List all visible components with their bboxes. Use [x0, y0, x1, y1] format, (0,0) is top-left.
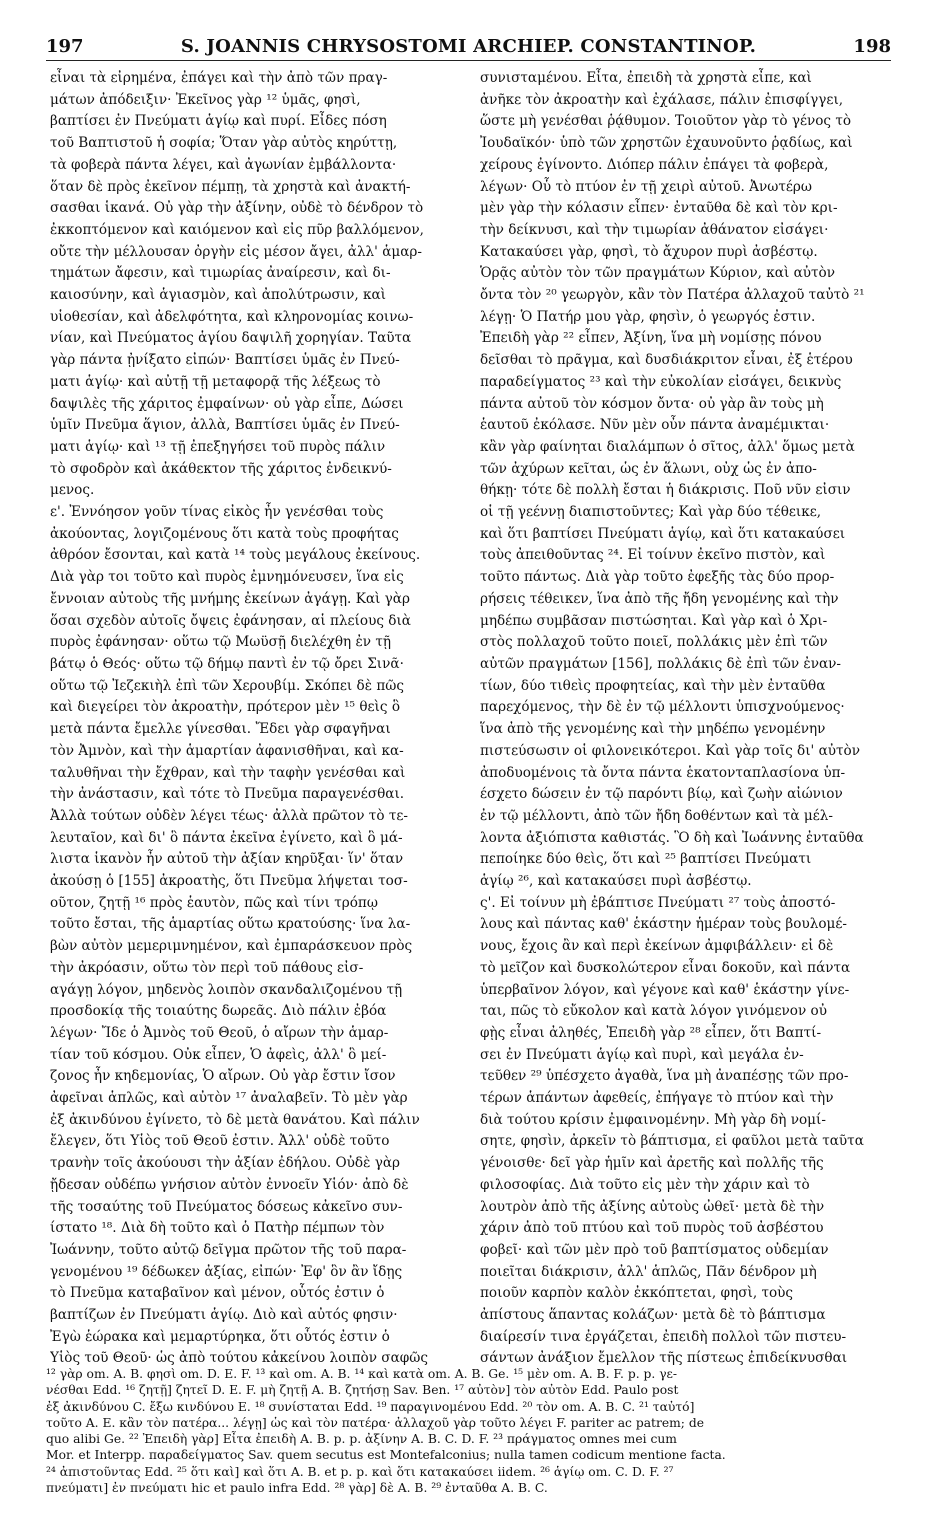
- header-rule: [46, 60, 891, 61]
- text-line: ὑπερβαῖνον λόγον, καὶ γέγονε καὶ καθ' ἑκάστην γίνε-: [480, 981, 850, 998]
- text-line: τεῦθεν ²⁹ ὑπέσχετο ἀγαθὰ, ἵνα μὴ ἀναπέσῃς τῶν προ-: [480, 1068, 849, 1085]
- text-line: Ὁρᾷς αὐτὸν τὸν τῶν πραγμάτων Κύριον, καὶ αὐτὸν: [480, 265, 836, 282]
- text-line: ματι ἁγίῳ· καὶ ¹³ τῇ ἐπεξηγήσει τοῦ πυρὸς πάλιν: [50, 438, 386, 455]
- footnote-line: τοῦτο A. E. κἂν τὸν πατέρα... λέγῃ] ὡς καὶ τὸν πατέρα· ἀλλαχοῦ γὰρ τοῦτο λέγει F. pariter ac patrem; de: [46, 1415, 704, 1430]
- text-line: Κατακαύσει γὰρ, φησὶ, τὸ ἄχυρον πυρὶ ἀσβέστῳ.: [480, 243, 818, 260]
- text-line: λέγῃ· Ὁ Πατήρ μου γὰρ, φησὶν, ὁ γεωργός ἐστιν.: [480, 308, 816, 325]
- text-line: τοῦτο ἔσται, τῆς ἁμαρτίας οὕτω κρατούσης· ἵνα λα-: [50, 916, 411, 933]
- text-line: οἱ τῇ γεέννῃ διαπιστοῦντες; Καὶ γὰρ δύο τέθεικε,: [480, 504, 822, 521]
- text-line: ματι ἁγίῳ· καὶ αὐτῇ τῇ μεταφορᾷ τῆς λέξεως τὸ: [50, 373, 381, 390]
- text-line: τὸ μεῖζον καὶ δυσκολώτερον εἶναι δοκοῦν, καὶ πάντα: [480, 959, 851, 976]
- text-line: χείρους ἐγίνοντο. Διόπερ πάλιν ἐπάγει τὰ φοβερὰ,: [480, 156, 829, 173]
- text-line: ἐξ ἀκινδύνου ἐγίνετο, τὸ δὲ μετὰ θανάτου. Καὶ πάλιν: [50, 1111, 420, 1128]
- text-line: τὸν Ἀμνὸν, καὶ τὴν ἁμαρτίαν ἀφανισθῆναι, καὶ κα-: [50, 742, 404, 759]
- text-line: σασθαι ἱκανά. Οὐ γὰρ τὴν ἀξίνην, οὐδὲ τὸ δένδρον τὸ: [50, 200, 424, 217]
- text-line: βὼν αὐτὸν μεμεριμνημένον, καὶ ἐμπαράσκευον πρὸς: [50, 938, 413, 955]
- text-line: βάτῳ ὁ Θεός· οὕτω τῷ δήμῳ παντὶ ἐν τῷ ὄρει Σινᾶ·: [50, 655, 404, 672]
- text-line: παρεχόμενος, τὴν δὲ ἐν τῷ μέλλοντι ὑπισχνούμενος·: [480, 699, 845, 716]
- text-line: φοβεῖ· καὶ τῶν μὲν πρὸ τοῦ βαπτίσματος οὐδεμίαν: [480, 1241, 829, 1258]
- text-line: ἀφεῖναι ἁπλῶς, καὶ αὐτὸν ¹⁷ ἀναλαβεῖν. Τὸ μὲν γὰρ: [50, 1090, 408, 1107]
- text-line: τὴν ἀκρόασιν, οὕτω τὸν περὶ τοῦ πάθους εἰσ-: [50, 959, 364, 976]
- text-line: Ἐπειδὴ γὰρ ²² εἶπεν, Ἀξίνη, ἵνα μὴ νομίσῃς πόνου: [480, 330, 822, 347]
- text-line: σητε, φησὶν, ἀρκεῖν τὸ βάπτισμα, εἰ φαῦλοι μετὰ ταῦτα: [480, 1133, 864, 1150]
- text-line: τοὺς ἀπειθοῦντας ²⁴. Εἰ τοίνυν ἐκεῖνο πιστὸν, καὶ: [480, 547, 826, 564]
- text-line: γένοισθε· δεῖ γὰρ ἡμῖν καὶ ἀρετῆς καὶ πολλῆς τῆς: [480, 1155, 824, 1172]
- text-line: ἐν τῷ μέλλοντι, ἀπὸ τῶν ἤδη δοθέντων καὶ τὰ μέλ-: [480, 807, 833, 824]
- text-line: δαψιλὲς τῆς χάριτος ἐμφαίνων· οὐ γὰρ εἶπε, Δώσει: [50, 395, 404, 412]
- text-line: ὑμῖν Πνεῦμα ἅγιον, ἀλλὰ, Βαπτίσει ὑμᾶς ἐν Πνεύ-: [50, 417, 400, 434]
- text-line: τέρων ἁπάντων ἀφεθείς, ἐπήγαγε τὸ πτύον καὶ τὴν: [480, 1090, 834, 1107]
- text-line: ἑαυτοῦ ἐκόλασε. Νῦν μὲν οὖν πάντα ἀναμέμικται·: [480, 417, 830, 434]
- text-line: αγάγῃ λόγον, μηδενὸς λοιπὸν σκανδαλιζομένου τῇ: [50, 981, 403, 998]
- text-line: καὶ διεγείρει τὸν ἀκροατὴν, πρότερον μὲν ¹⁵ θεὶς ὃ: [50, 699, 400, 716]
- running-title: S. JOANNIS CHRYSOSTOMI ARCHIEP. CONSTANTINOP.: [180, 36, 757, 57]
- text-line: ἀκούσῃ ὁ [155] ἀκροατὴς, ὅτι Πνεῦμα λήψεται τοσ-: [50, 873, 408, 890]
- text-line: τὰ φοβερὰ πάντα λέγει, καὶ ἀγωνίαν ἐμβάλλοντα·: [50, 156, 397, 173]
- text-line: προσδοκίᾳ τῆς τοιαύτης δωρεᾶς. Διὸ πάλιν ἐβόα: [50, 1003, 387, 1020]
- footnote-line: ¹² γὰρ om. A. B. φησὶ om. D. E. F. ¹³ καὶ om. A. B. ¹⁴ καὶ κατὰ om. A. B. Ge. ¹⁵ μὲν om. A. B. F. p. p. γε-: [46, 1367, 678, 1381]
- text-line: ρήσεις τέθεικεν, ἵνα ἀπὸ τῆς ἤδη γενομένης καὶ τὴν: [480, 590, 839, 607]
- text-line: ζονος ἦν κηδεμονίας, Ὁ αἴρων. Οὐ γὰρ ἔστιν ἴσον: [50, 1068, 396, 1085]
- text-line: ταλυθῆναι τὴν ἔχθραν, καὶ τὴν ταφὴν γενέσθαι καὶ: [50, 764, 406, 781]
- text-line: λους καὶ πάντας καθ' ἑκάστην ἡμέραν τοὺς βουλομέ-: [480, 916, 848, 933]
- text-line: ἔννοιαν αὐτοὺς τῆς μνήμης ἐκείνων ἀγάγῃ. Καὶ γὰρ: [50, 590, 410, 607]
- text-line: υἱοθεσίαν, καὶ ἀδελφότητα, καὶ κληρονομίας κοινω-: [50, 308, 414, 325]
- footnote-line: Mor. et Interpp. παραδείγματος Sav. quem secutus est Montefalconius; nulla tamen codicum mentione facta.: [46, 1448, 726, 1463]
- text-line: ται, πῶς τὸ εὔκολον καὶ κατὰ λόγον γινόμενον οὐ: [480, 1003, 827, 1020]
- text-line: πάντα αὐτοῦ τὸν κόσμον ὄντα· οὐ γὰρ ἂν τοὺς μὴ: [480, 395, 824, 412]
- text-line: φῂς εἶναι ἀληθές, Ἐπειδὴ γὰρ ²⁸ εἶπεν, ὅτι Βαπτί-: [480, 1024, 822, 1041]
- text-line: οῦτον, ζητῇ ¹⁶ πρὸς ἑαυτὸν, πῶς καὶ τίνι τρόπῳ: [50, 894, 378, 911]
- text-line: τίων, δύο τιθεὶς προφητείας, καὶ τὴν μὲν ἐνταῦθα: [480, 677, 826, 694]
- text-line: Ἀλλὰ τούτων οὐδὲν λέγει τέως· ἀλλὰ πρῶτον τὸ τε-: [50, 807, 408, 824]
- text-line: μετὰ πάντα ἔμελλε γίνεσθαι. Ἔδει γὰρ σφαγῆναι: [50, 721, 391, 738]
- text-line: λευταῖον, καὶ δι' ὃ πάντα ἐκεῖνα ἐγίνετο, καὶ ὃ μά-: [50, 829, 403, 846]
- text-line: μηδέπω συμβᾶσαν πιστώσηται. Καὶ γὰρ καὶ ὁ Χρι-: [480, 612, 828, 629]
- text-line: τῶν ἀχύρων κεῖται, ὡς ἐν ἅλωνι, οὐχ ὡς ἐν ἀπο-: [480, 460, 817, 477]
- footnote-line: νέσθαι Edd. ¹⁶ ζητῇ] ζητεῖ D. E. F. μὴ ζητῇ A. B. ζητήσῃ Sav. Ben. ¹⁷ αὐτὸν] τὸν αὐτὸν Edd. Paulo post: [46, 1383, 679, 1398]
- page-number-left: 197: [46, 36, 84, 57]
- text-line: τοῦ Βαπτιστοῦ ἡ σοφία; Ὅταν γὰρ αὐτὸς κηρύττῃ,: [50, 135, 398, 152]
- text-line: ἔλεγεν, ὅτι Υἱὸς τοῦ Θεοῦ ἐστιν. Ἀλλ' οὐδὲ τοῦτο: [50, 1133, 390, 1150]
- text-line: διαίρεσίν τινα ἐργάζεται, ἐπειδὴ πολλοὶ τῶν πιστευ-: [480, 1328, 847, 1345]
- text-line: τὸ σφοδρὸν καὶ ἀκάθεκτον τῆς χάριτος ἐνδεικνύ-: [50, 460, 392, 477]
- text-line: ίστατο ¹⁸. Διὰ δὴ τοῦτο καὶ ὁ Πατὴρ πέμπων τὸν: [50, 1220, 385, 1237]
- text-line: πυρὸς ἐφάνησαν· οὕτω τῷ Μωϋσῇ διελέχθη ἐν τῇ: [50, 634, 392, 651]
- text-line: διὰ τούτου κρίσιν ἐμφαινομένην. Μὴ γὰρ δὴ νομί-: [480, 1111, 826, 1128]
- text-line: ὥστε μὴ γενέσθαι ῥᾴθυμον. Τοιοῦτον γὰρ τὸ γένος τὸ: [480, 113, 852, 130]
- text-line: τὴν δείκνυσι, καὶ τὴν τιμωρίαν ἀθάνατον εἰσάγει·: [480, 221, 829, 238]
- text-line: τὸ Πνεῦμα καταβαῖνον καὶ μένον, οὗτός ἐστιν ὁ: [50, 1285, 385, 1302]
- page-number-right: 198: [853, 36, 891, 57]
- text-line: γενομένου ¹⁹ δέδωκεν ἀξίας, εἰπών· Ἐφ' ὃν ἂν ἴδῃς: [50, 1263, 403, 1280]
- text-line: βαπτίζων ἐν Πνεύματι ἁγίῳ. Διὸ καὶ αὐτός φησιν·: [50, 1307, 398, 1324]
- text-line: ἵνα ἀπὸ τῆς γενομένης καὶ τὴν μηδέπω γενομένην: [480, 721, 826, 738]
- text-line: έσχετο δώσειν ἐν τῷ παρόντι βίῳ, καὶ ζωὴν αἰώνιον: [480, 786, 843, 803]
- text-line: οὔτε τὴν μέλλουσαν ὀργὴν εἰς μέσον ἄγει, ἀλλ' ἁμαρ-: [50, 243, 423, 260]
- text-line: αὐτῶν πραγμάτων [156], πολλάκις δὲ ἐπὶ τῶν ἐναν-: [480, 655, 842, 672]
- text-line: λέγων· Ἴδε ὁ Ἀμνὸς τοῦ Θεοῦ, ὁ αἴρων τὴν ἁμαρ-: [50, 1024, 389, 1041]
- footnote-line: quo alibi Ge. ²² Ἐπειδὴ γὰρ] Εἶτα ἐπειδὴ A. B. p. p. ἀξίνην A. B. C. D. F. ²³ πράγματος omnes mei cum: [46, 1432, 677, 1447]
- text-line: τρανὴν τοῖς ἀκούουσι τὴν ἀξίαν ἐδήλου. Οὐδὲ γὰρ: [50, 1155, 400, 1172]
- text-line: βαπτίσει ἐν Πνεύματι ἁγίῳ καὶ πυρί. Εἶδες πόση: [50, 113, 387, 130]
- text-line: Ἐγὼ ἑώρακα καὶ μεμαρτύρηκα, ὅτι οὗτός ἐστιν ὁ: [50, 1328, 390, 1345]
- text-line: θήκῃ· τότε δὲ πολλὴ ἔσται ἡ διάκρισις. Ποῦ νῦν εἰσιν: [480, 482, 851, 499]
- text-line: ποιεῖται διάκρισιν, ἀλλ' ἁπλῶς, Πᾶν δένδρον μὴ: [480, 1263, 817, 1280]
- text-line: οὕτω τῷ Ἰεζεκιὴλ ἐπὶ τῶν Χερουβίμ. Σκόπει δὲ πῶς: [50, 677, 404, 694]
- text-line: τοῦτο πάντως. Διὰ γὰρ τοῦτο ἐφεξῆς τὰς δύο προρ-: [480, 569, 835, 586]
- text-line: ς'. Εἰ τοίνυν μὴ ἐβάπτισε Πνεύματι ²⁷ τοὺς ἀποστό-: [480, 894, 836, 911]
- text-line: τημάτων ἄφεσιν, καὶ τιμωρίας ἀναίρεσιν, καὶ δι-: [50, 265, 391, 282]
- right-column: [480, 68, 892, 1370]
- text-line: σει ἐν Πνεύματι ἁγίῳ καὶ πυρὶ, καὶ μεγάλα ἐν-: [480, 1046, 804, 1063]
- text-line: φιλοσοφίας. Διὰ τοῦτο εἰς μὲν τὴν χάριν καὶ τὸ: [480, 1176, 810, 1193]
- text-line: μὲν γὰρ τὴν κόλασιν εἶπεν· ἐνταῦθα δὲ καὶ τὸν κρι-: [480, 200, 838, 217]
- text-line: κἂν γὰρ φαίνηται διαλάμπων ὁ σῖτος, ἀλλ' ὅμως μετὰ: [480, 438, 855, 455]
- text-line: σάντων ἀνάξιον ἔμελλον τῆς πίστεως ἐπιδείκνυσθαι: [480, 1350, 848, 1367]
- text-line: ὅταν δὲ πρὸς ἐκεῖνον πέμπῃ, τὰ χρηστὰ καὶ ἀνακτή-: [50, 178, 411, 195]
- text-line: ὄντα τὸν ²⁰ γεωργὸν, κἂν τὸν Πατέρα ἀλλαχοῦ ταὐτὸ ²¹: [480, 287, 865, 304]
- text-line: ἐκκοπτόμενον καὶ καιόμενον καὶ εἰς πῦρ βαλλόμενον,: [50, 221, 424, 238]
- text-line: ἀνῆκε τὸν ἀκροατὴν καὶ ἐχάλασε, πάλιν ἐπισφίγγει,: [480, 91, 844, 108]
- footnotes: [46, 1366, 895, 1496]
- running-header: [46, 36, 891, 56]
- text-line: νους, ἔχοις ἂν καὶ περὶ ἐκείνων ἀμφιβάλλειν· εἰ δὲ: [480, 938, 834, 955]
- text-line: τίαν τοῦ κόσμου. Οὐκ εἶπεν, Ὁ ἀφεὶς, ἀλλ' ὃ μεί-: [50, 1046, 387, 1063]
- text-line: παραδείγματος ²³ καὶ τὴν εὐκολίαν εἰσάγει, δεικνὺς: [480, 373, 842, 390]
- text-line: λοντα ἀξιόπιστα καθιστάς. Ὃ δὴ καὶ Ἰωάννης ἐνταῦθα: [480, 829, 864, 846]
- text-line: καιοσύνην, καὶ ἁγιασμὸν, καὶ ἀπολύτρωσιν, καὶ: [50, 287, 387, 304]
- text-line: τῆς τοσαύτης τοῦ Πνεύματος δόσεως κἀκεῖνο συν-: [50, 1198, 403, 1215]
- text-line: Ἰουδαϊκόν· ὑπὸ τῶν χρηστῶν ἐχαυνοῦντο ῥᾳδίως, καὶ: [480, 135, 853, 152]
- text-line: μενος.: [50, 482, 95, 499]
- text-line: λέγων· Οὗ τὸ πτύον ἐν τῇ χειρὶ αὐτοῦ. Ἀνωτέρω: [480, 178, 812, 195]
- text-line: λουτρὸν ἀπὸ τῆς ἀξίνης αὐτοὺς ὠθεῖ· μετὰ δὲ τὴν: [480, 1198, 825, 1215]
- text-line: λιστα ἱκανὸν ἦν αὐτοῦ τὴν ἀξίαν κηρῦξαι· ἵν' ὅταν: [50, 851, 404, 868]
- text-line: εἶναι τὰ εἰρημένα, ἐπάγει καὶ τὴν ἀπὸ τῶν πραγ-: [50, 70, 388, 86]
- text-line: ἀποδυομένοις τὰ ὄντα πάντα ἑκατονταπλασίονα ὑπ-: [480, 764, 846, 781]
- text-line: ἀπίστους ἅπαντας κολάζων· μετὰ δὲ τὸ βάπτισμα: [480, 1307, 826, 1324]
- footnote-line: πνεύματι] ἐν πνεύματι hic et paulo infra Edd. ²⁸ γὰρ] δὲ A. B. ²⁹ ἐνταῦθα A. B. C.: [46, 1481, 548, 1496]
- text-line: καὶ ὅτι βαπτίσει Πνεύματι ἁγίῳ, καὶ ὅτι κατακαύσει: [480, 525, 846, 542]
- text-line: ἀθρόον ἔσονται, καὶ κατὰ ¹⁴ τοὺς μεγάλους ἐκείνους.: [50, 547, 421, 564]
- text-line: Υἱὸς τοῦ Θεοῦ· ὡς ἀπὸ τούτου κἀκείνου λοιπὸν σαφῶς: [50, 1350, 428, 1367]
- text-line: Διὰ γὰρ τοι τοῦτο καὶ πυρὸς ἐμνημόνευσεν, ἵνα εἰς: [50, 569, 404, 586]
- text-line: ἁγίῳ ²⁶, καὶ κατακαύσει πυρὶ ἀσβέστῳ.: [480, 873, 752, 890]
- text-line: ᾔδεσαν οὐδέπω γνήσιον αὐτὸν ἐννοεῖν Υἱόν· ἀπὸ δὲ: [50, 1176, 409, 1193]
- text-line: πιστεύσωσιν οἱ φιλονεικότεροι. Καὶ γὰρ τοῖς δι' αὐτὸν: [480, 742, 860, 759]
- left-column: [50, 68, 462, 1370]
- text-line: Ἰωάννην, τοῦτο αὐτῷ δεῖγμα πρῶτον τῆς τοῦ παρα-: [50, 1241, 407, 1258]
- text-line: γὰρ πάντα ᾐνίξατο εἰπών· Βαπτίσει ὑμᾶς ἐν Πνεύ-: [50, 352, 400, 369]
- text-line: μάτων ἀπόδειξιν· Ἐκεῖνος γὰρ ¹² ὑμᾶς, φησὶ,: [50, 91, 361, 108]
- footnote-line: ²⁴ ἀπιστοῦντας Edd. ²⁵ ὅτι καὶ] καὶ ὅτι A. B. et p. p. καὶ ὅτι κατακαύσει iidem. ²⁶ ἁγίῳ om. C. D. F. ²⁷: [46, 1464, 674, 1479]
- text-line: τὴν ἀνάστασιν, καὶ τότε τὸ Πνεῦμα παραγενέσθαι.: [50, 786, 405, 803]
- text-line: στὸς πολλαχοῦ τοῦτο ποιεῖ, πολλάκις μὲν ἐπὶ τῶν: [480, 634, 828, 651]
- text-line: ἀκούοντας, λογιζομένους ὅτι κατὰ τοὺς προφήτας: [50, 525, 399, 542]
- text-line: ποιοῦν καρπὸν καλὸν ἐκκόπτεται, φησὶ, τοὺς: [480, 1285, 794, 1302]
- text-line: πεποίηκε δύο θεὶς, ὅτι καὶ ²⁵ βαπτίσει Πνεύματι: [480, 851, 812, 868]
- text-line: δεῖσθαι τὸ πρᾶγμα, καὶ δυσδιάκριτον εἶναι, ἐξ ἑτέρου: [480, 352, 853, 369]
- text-line: ε'. Ἐννόησον γοῦν τίνας εἰκὸς ἦν γενέσθαι τοὺς: [50, 504, 384, 521]
- text-line: συνισταμένου. Εἶτα, ἐπειδὴ τὰ χρηστὰ εἶπε, καὶ: [480, 70, 812, 86]
- text-line: νίαν, καὶ Πνεύματος ἁγίου δαψιλῆ χορηγίαν. Ταῦτα: [50, 330, 412, 347]
- text-line: ὅσαι σχεδὸν αὐτοῖς ὄψεις ἐφάνησαν, αἱ πλείους διὰ: [50, 612, 411, 629]
- text-line: χάριν ἀπὸ τοῦ πτύου καὶ τοῦ πυρὸς τοῦ ἀσβέστου: [480, 1220, 824, 1237]
- footnote-line: ἐξ ἀκινδύνου C. ἔξω κινδύνου E. ¹⁸ συνίσταται Edd. ¹⁹ παραγινομένου Edd. ²⁰ τὸν om. A. B. C. ²¹ ταὐτό]: [46, 1399, 695, 1414]
